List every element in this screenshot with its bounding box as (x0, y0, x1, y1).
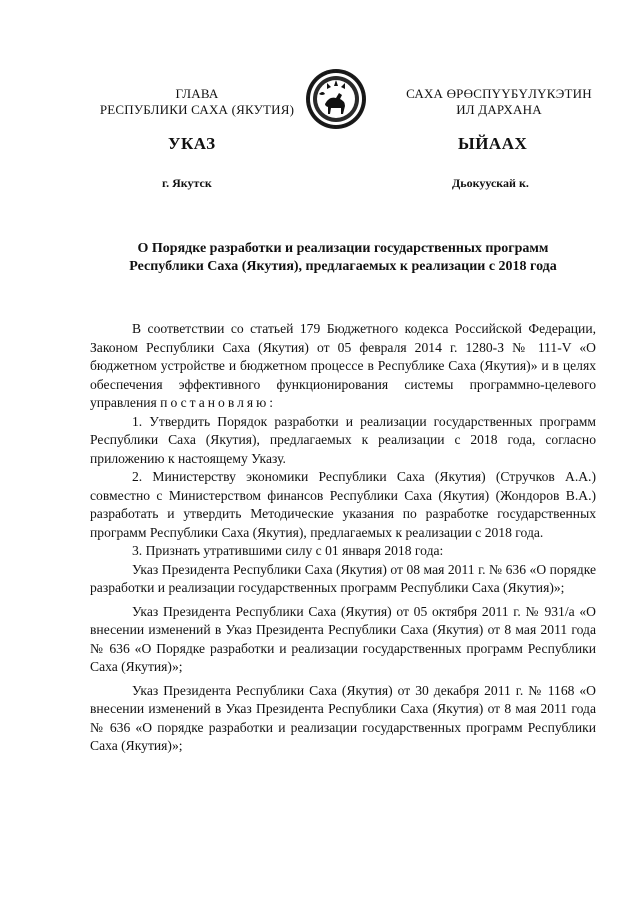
resolve-word: постановляю: (160, 395, 277, 410)
decree-title (88, 240, 598, 276)
preamble-paragraph (90, 320, 596, 413)
clause-2: 2. Министерству экономики Республики Саха (Якутия) (Стручков А.А.) совместно с Министерством финансов Республики Саха (Якутия) (Жондоров В.А.) разработать и утвердить Методические указания по разработке государственных программ Республики Саха (Якутия), предлагаемых к реализации с 2018 года. (90, 469, 596, 540)
doc-type-russian: УКАЗ (168, 134, 216, 153)
issuer-header-yakut (392, 86, 606, 118)
repealed-decree-2: Указ Президента Республики Саха (Якутия) от 05 октября 2011 г. № 931/а «О внесении изменений в Указ Президента Республики Саха (Якутия) от 8 мая 2011 года № 636 «О Порядке разработки и реализации государственных программ Республики Саха (Якутия)»; (90, 603, 596, 674)
issuer-line2: РЕСПУБЛИКИ САХА (ЯКУТИЯ) (99, 102, 295, 117)
clause-3: 3. Признать утратившими силу с 01 января 2018 года: (132, 543, 444, 558)
clause-1: 1. Утвердить Порядок разработки и реализации государственных программ Республики Саха (Якутия), предлагаемых к реализации с 2018 года, согласно приложению к настоящему Указу. (90, 413, 596, 466)
decree-body (90, 320, 596, 756)
preamble-text: В соответствии со статьей 179 Бюджетного кодекса Российской Федерации, Законом Республики Саха (Якутия) от 05 февраля 2014 г. 1280-З № 111-V «О бюджетном устройстве и бюджетном процессе в Республике Саха (Якутия)» и в целях обеспечения эффективного функционирования системы программно-целевого управления (90, 321, 596, 410)
issuer-line1: ГЛАВА (175, 86, 219, 101)
coat-of-arms-emblem (305, 68, 367, 130)
decree-title-line1: О Порядке разработки и реализации государственных программ (137, 241, 549, 256)
issuer-line1-yakut: САХА ӨРӨСПҮҮБҮЛҮКЭТИН (406, 86, 592, 101)
repealed-decree-1: Указ Президента Республики Саха (Якутия) от 08 мая 2011 г. № 636 «О порядке разработки и реализации государственных программ Республики Саха (Якутия)»; (90, 561, 596, 595)
doc-type-yakut: ЫЙААХ (458, 134, 528, 153)
issuer-line2-yakut: ИЛ ДАРХАНА (456, 102, 542, 117)
decree-title-line2: Республики Саха (Якутия), предлагаемых к реализации с 2018 года (129, 259, 557, 274)
city-russian: г. Якутск (162, 176, 212, 190)
repealed-decree-3: Указ Президента Республики Саха (Якутия) от 30 декабря 2011 г. № 1168 «О внесении изменений в Указ Президента Республики Саха (Якутия) от 8 мая 2011 года № 636 «О порядке разработки и реализации государственных программ Республики Саха (Якутия)»; (90, 682, 596, 753)
city-yakut: Дьокуускай к. (452, 176, 529, 190)
issuer-header-russian (92, 86, 302, 118)
